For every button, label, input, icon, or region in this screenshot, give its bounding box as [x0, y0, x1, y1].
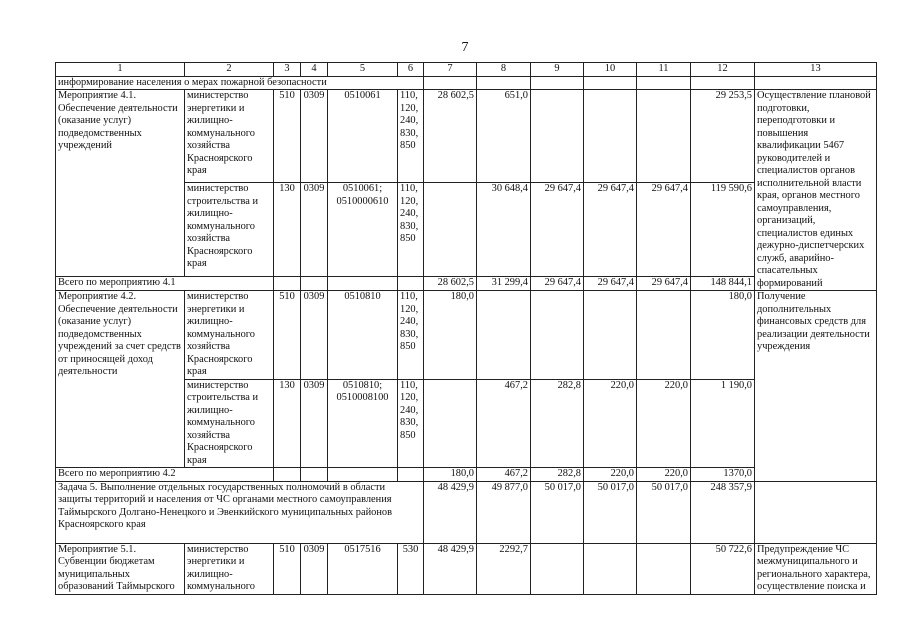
csr-cell: 0517516	[328, 543, 398, 594]
column-number: 13	[755, 63, 877, 77]
column-number: 4	[301, 63, 328, 77]
year1-cell: 48 429,9	[424, 481, 477, 543]
column-number: 8	[477, 63, 531, 77]
total-cell: 248 357,9	[691, 481, 755, 543]
task-label: Задача 5. Выполнение отдельных государственных полномочий в области защиты территорий и населения от ЧС органами местного самоуправления Таймырского Долгано-Ненецкого и Эвенкийского муниципальных районов Красноярского края	[56, 481, 424, 543]
rzpr-cell: 0309	[301, 183, 328, 276]
column-number: 10	[584, 63, 637, 77]
total-cell: 1 190,0	[691, 379, 755, 468]
year5-cell	[637, 543, 691, 594]
column-number: 3	[274, 63, 301, 77]
expected-result: Предупреждение ЧС межмуниципального и регионального характера, осуществление поиска и	[755, 543, 877, 594]
rzpr-cell: 0309	[301, 90, 328, 183]
ministry-cell: министерство строительства и жилищно-коммунального хозяйства Красноярского края	[185, 183, 274, 276]
column-number: 5	[328, 63, 398, 77]
expected-result: Осуществление плановой подготовки, переподготовки и повышения квалификации 5467 руководителей и специалистов органов исполнительной власти края, органов местного самоуправления, организаций, специалистов единых дежурно-диспетчерских служб, аварийно-спасательных формирований	[755, 90, 877, 291]
csr-cell: 0510810	[328, 291, 398, 380]
year2-cell: 467,2	[477, 379, 531, 468]
year1-cell	[424, 183, 477, 276]
ministry-cell: министерство энергетики и жилищно-коммунального хозяйства Красноярского края	[185, 90, 274, 183]
column-number: 6	[398, 63, 424, 77]
column-number: 1	[56, 63, 185, 77]
year2-cell: 49 877,0	[477, 481, 531, 543]
vr-cell: 110, 120, 240, 830, 850	[398, 90, 424, 183]
ministry-cell: министерство энергетики и жилищно-коммунального	[185, 543, 274, 594]
column-number-row	[56, 63, 877, 77]
year4-cell	[584, 291, 637, 380]
year1-cell: 48 429,9	[424, 543, 477, 594]
year4-cell	[584, 543, 637, 594]
year4-cell	[584, 90, 637, 183]
measure-name: Мероприятие 4.2. Обеспечение деятельности (оказание услуг) подведомственных учреждений за счет средств от приносящей доход деятельности	[56, 291, 185, 468]
expected-result: Получение дополнительных финансовых средств для реализации деятельности учреждения	[755, 291, 877, 482]
year3-cell: 29 647,4	[531, 183, 584, 276]
year4-cell: 220,0	[584, 379, 637, 468]
year1-cell: 180,0	[424, 291, 477, 380]
year3-cell	[531, 543, 584, 594]
year1-cell	[424, 379, 477, 468]
total-row	[56, 276, 877, 290]
budget-table	[55, 62, 877, 595]
measure-name: Мероприятие 4.1. Обеспечение деятельности (оказание услуг) подведомственных учреждений	[56, 90, 185, 277]
total-cell: 50 722,6	[691, 543, 755, 594]
grbs-cell: 130	[274, 183, 301, 276]
task-row	[56, 481, 877, 543]
rzpr-cell: 0309	[301, 543, 328, 594]
column-number: 11	[637, 63, 691, 77]
year1-cell: 28 602,5	[424, 276, 477, 290]
year2-cell: 2292,7	[477, 543, 531, 594]
column-number: 12	[691, 63, 755, 77]
grbs-cell: 510	[274, 543, 301, 594]
year3-cell	[531, 291, 584, 380]
table-row	[56, 90, 877, 183]
year1-cell: 28 602,5	[424, 90, 477, 183]
year5-cell: 29 647,4	[637, 183, 691, 276]
ministry-cell: министерство строительства и жилищно-коммунального хозяйства Красноярского края	[185, 379, 274, 468]
year5-cell	[637, 291, 691, 380]
year3-cell: 50 017,0	[531, 481, 584, 543]
csr-cell: 0510810; 0510008100	[328, 379, 398, 468]
section-heading-row	[56, 76, 877, 90]
vr-cell: 110, 120, 240, 830, 850	[398, 183, 424, 276]
csr-cell: 0510061	[328, 90, 398, 183]
ministry-cell: министерство энергетики и жилищно-коммунального хозяйства Красноярского края	[185, 291, 274, 380]
year4-cell: 50 017,0	[584, 481, 637, 543]
vr-cell: 530	[398, 543, 424, 594]
column-number: 2	[185, 63, 274, 77]
rzpr-cell: 0309	[301, 379, 328, 468]
year2-cell: 467,2	[477, 468, 531, 482]
measure-name: Мероприятие 5.1. Субвенции бюджетам муниципальных образований Таймырского	[56, 543, 185, 594]
grbs-cell: 130	[274, 379, 301, 468]
year5-cell: 220,0	[637, 379, 691, 468]
year2-cell: 30 648,4	[477, 183, 531, 276]
vr-cell: 110, 120, 240, 830, 850	[398, 379, 424, 468]
total-cell: 148 844,1	[691, 276, 755, 290]
total-cell: 29 253,5	[691, 90, 755, 183]
total-label: Всего по мероприятию 4.1	[56, 276, 274, 290]
year2-cell: 651,0	[477, 90, 531, 183]
rzpr-cell: 0309	[301, 291, 328, 380]
column-number: 9	[531, 63, 584, 77]
year5-cell: 220,0	[637, 468, 691, 482]
year2-cell: 31 299,4	[477, 276, 531, 290]
year3-cell: 282,8	[531, 379, 584, 468]
year2-cell	[477, 291, 531, 380]
total-label: Всего по мероприятию 4.2	[56, 468, 274, 482]
year3-cell	[531, 90, 584, 183]
year4-cell: 29 647,4	[584, 183, 637, 276]
year4-cell: 29 647,4	[584, 276, 637, 290]
year3-cell: 282,8	[531, 468, 584, 482]
total-cell: 180,0	[691, 291, 755, 380]
page-number: 7	[461, 40, 469, 55]
grbs-cell: 510	[274, 291, 301, 380]
year3-cell: 29 647,4	[531, 276, 584, 290]
total-cell: 1370,0	[691, 468, 755, 482]
year5-cell	[637, 90, 691, 183]
year4-cell: 220,0	[584, 468, 637, 482]
table-row	[56, 291, 877, 380]
total-cell: 119 590,6	[691, 183, 755, 276]
grbs-cell: 510	[274, 90, 301, 183]
vr-cell: 110, 120, 240, 830, 850	[398, 291, 424, 380]
table-row	[56, 543, 877, 594]
csr-cell: 0510061; 0510000610	[328, 183, 398, 276]
column-number: 7	[424, 63, 477, 77]
year1-cell: 180,0	[424, 468, 477, 482]
total-row	[56, 468, 877, 482]
year5-cell: 50 017,0	[637, 481, 691, 543]
section-heading: информирование населения о мерах пожарной безопасности	[56, 76, 424, 90]
year5-cell: 29 647,4	[637, 276, 691, 290]
